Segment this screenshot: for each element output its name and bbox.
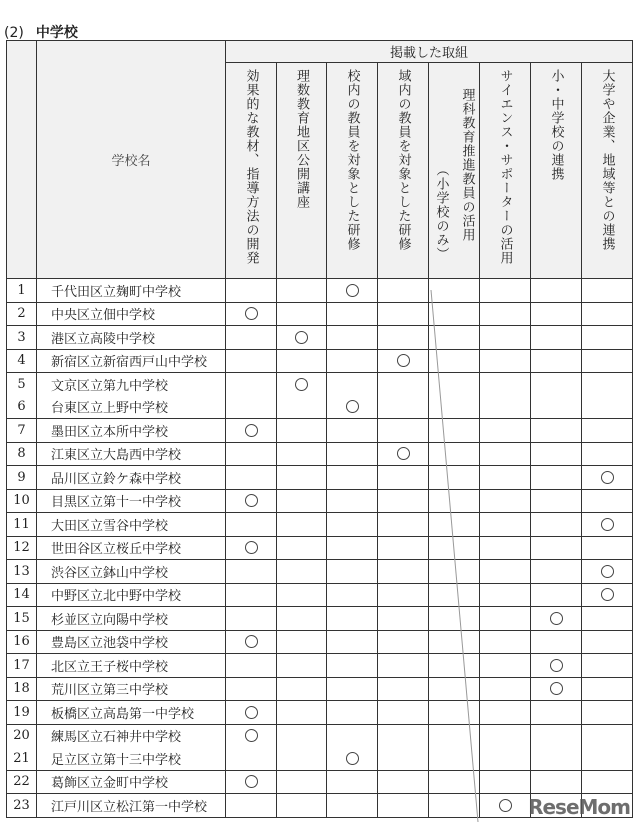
school-name: 千代田区立麹町中学校	[37, 279, 226, 303]
mark-cell	[582, 419, 633, 443]
mark-cell	[531, 373, 582, 396]
mark-cell	[582, 701, 633, 725]
mark-cell	[378, 794, 429, 818]
row-number: 14	[7, 583, 37, 607]
row-number: 22	[7, 770, 37, 794]
school-name: 港区立高陵中学校	[37, 326, 226, 350]
mark-cell	[429, 373, 480, 396]
table-row	[7, 583, 633, 607]
mark-cell	[277, 724, 327, 747]
table-row	[7, 770, 633, 794]
mark-cell	[582, 442, 633, 466]
table-row	[7, 419, 633, 443]
row-number: 1	[7, 279, 37, 303]
mark-cell	[531, 396, 582, 419]
row-number: 9	[7, 466, 37, 490]
mark-cell	[378, 466, 429, 490]
mark-cell	[429, 442, 480, 466]
mark-cell	[429, 489, 480, 513]
mark-cell	[226, 583, 277, 607]
row-number: 3	[7, 326, 37, 350]
row-number: 2	[7, 302, 37, 326]
mark-cell	[531, 302, 582, 326]
row-number: 18	[7, 677, 37, 701]
school-name: 中央区立佃中学校	[37, 302, 226, 326]
mark-cell	[582, 630, 633, 654]
mark-cell	[429, 724, 480, 747]
mark-cell	[226, 466, 277, 490]
mark-cell	[327, 583, 378, 607]
row-number: 21	[7, 747, 37, 770]
mark-cell	[327, 630, 378, 654]
mark-cell	[226, 326, 277, 350]
mark-cell	[429, 302, 480, 326]
section-number: (2)	[4, 25, 24, 41]
school-name: 練馬区立石神井中学校	[37, 724, 226, 747]
row-number: 8	[7, 442, 37, 466]
table-row	[7, 396, 633, 419]
circle-mark-icon	[245, 775, 258, 788]
mark-cell	[226, 419, 277, 443]
mark-cell	[582, 654, 633, 678]
mark-cell	[480, 536, 531, 560]
mark-cell	[531, 770, 582, 794]
row-number: 7	[7, 419, 37, 443]
mark-cell	[429, 677, 480, 701]
mark-cell	[226, 560, 277, 584]
table-row	[7, 302, 633, 326]
mark-cell	[480, 326, 531, 350]
row-number: 12	[7, 536, 37, 560]
mark-cell	[429, 419, 480, 443]
column-header-label: 小・中学校の連携	[548, 69, 564, 181]
mark-cell	[531, 466, 582, 490]
column-header-label: 域内の教員を対象とした研修	[395, 69, 411, 251]
mark-cell	[582, 677, 633, 701]
row-number: 15	[7, 607, 37, 631]
section-title	[4, 22, 78, 42]
column-header-label: 大学や企業、地域等との連携	[599, 69, 615, 251]
mark-cell	[327, 513, 378, 537]
mark-cell	[582, 747, 633, 770]
column-header-label: 校内の教員を対象とした研修	[344, 69, 360, 251]
mark-cell	[277, 373, 327, 396]
mark-cell	[277, 794, 327, 818]
mark-cell	[378, 536, 429, 560]
mark-cell	[429, 583, 480, 607]
mark-cell	[378, 747, 429, 770]
mark-cell	[378, 654, 429, 678]
resemom-watermark-logo: ReseMom	[528, 795, 630, 819]
row-number: 5	[7, 373, 37, 396]
mark-cell	[277, 677, 327, 701]
mark-cell	[226, 349, 277, 373]
mark-cell	[429, 794, 480, 818]
mark-cell	[531, 747, 582, 770]
school-name: 新宿区立新宿西戸山中学校	[37, 349, 226, 373]
column-header-7	[531, 63, 582, 279]
mark-cell	[531, 701, 582, 725]
mark-cell	[531, 630, 582, 654]
mark-cell	[226, 396, 277, 419]
mark-cell	[582, 396, 633, 419]
mark-cell	[277, 279, 327, 303]
mark-cell	[480, 677, 531, 701]
mark-cell	[378, 373, 429, 396]
mark-cell	[327, 442, 378, 466]
circle-mark-icon	[245, 541, 258, 554]
row-number: 17	[7, 654, 37, 678]
mark-cell	[378, 279, 429, 303]
row-number: 19	[7, 701, 37, 725]
table-row	[7, 560, 633, 584]
mark-cell	[582, 536, 633, 560]
mark-cell	[480, 607, 531, 631]
mark-cell	[378, 630, 429, 654]
school-name: 江東区立大島西中学校	[37, 442, 226, 466]
row-number: 23	[7, 794, 37, 818]
mark-cell	[480, 770, 531, 794]
circle-mark-icon	[245, 307, 258, 320]
mark-cell	[327, 770, 378, 794]
mark-cell	[226, 302, 277, 326]
mark-cell	[378, 607, 429, 631]
mark-cell	[429, 466, 480, 490]
mark-cell	[582, 770, 633, 794]
table-row	[7, 442, 633, 466]
mark-cell	[226, 630, 277, 654]
circle-mark-icon	[550, 682, 563, 695]
mark-cell	[480, 794, 531, 818]
mark-cell	[582, 583, 633, 607]
mark-cell	[327, 607, 378, 631]
circle-mark-icon	[550, 659, 563, 672]
circle-mark-icon	[295, 378, 308, 391]
row-number: 10	[7, 489, 37, 513]
mark-cell	[531, 583, 582, 607]
table-row	[7, 677, 633, 701]
mark-cell	[226, 747, 277, 770]
schools-table	[6, 40, 633, 818]
column-header-label: 理数教育地区公開講座	[294, 69, 309, 209]
mark-cell	[429, 279, 480, 303]
school-name: 板橋区立高島第一中学校	[37, 701, 226, 725]
mark-cell	[277, 630, 327, 654]
mark-cell	[327, 536, 378, 560]
circle-mark-icon	[601, 471, 614, 484]
mark-cell	[277, 466, 327, 490]
mark-cell	[480, 279, 531, 303]
mark-cell	[582, 349, 633, 373]
mark-cell	[277, 442, 327, 466]
table-row	[7, 724, 633, 747]
table-row	[7, 654, 633, 678]
table-row	[7, 513, 633, 537]
mark-cell	[429, 349, 480, 373]
mark-cell	[226, 607, 277, 631]
mark-cell	[531, 677, 582, 701]
mark-cell	[277, 419, 327, 443]
circle-mark-icon	[346, 752, 359, 765]
school-name: 目黒区立第十一中学校	[37, 489, 226, 513]
mark-cell	[378, 302, 429, 326]
mark-cell	[327, 302, 378, 326]
mark-cell	[480, 489, 531, 513]
mark-cell	[277, 583, 327, 607]
table-row	[7, 489, 633, 513]
mark-cell	[277, 701, 327, 725]
mark-cell	[226, 677, 277, 701]
mark-cell	[429, 536, 480, 560]
school-name: 足立区立第十三中学校	[37, 747, 226, 770]
circle-mark-icon	[245, 706, 258, 719]
mark-cell	[582, 466, 633, 490]
mark-cell	[429, 770, 480, 794]
school-name: 江戸川区立松江第一中学校	[37, 794, 226, 818]
circle-mark-icon	[346, 400, 359, 413]
row-number: 4	[7, 349, 37, 373]
circle-mark-icon	[601, 588, 614, 601]
school-name: 葛飾区立金町中学校	[37, 770, 226, 794]
mark-cell	[429, 654, 480, 678]
school-name: 豊島区立池袋中学校	[37, 630, 226, 654]
column-header-2	[277, 63, 327, 279]
circle-mark-icon	[601, 518, 614, 531]
mark-cell	[378, 770, 429, 794]
mark-cell	[480, 701, 531, 725]
circle-mark-icon	[397, 354, 410, 367]
mark-cell	[429, 701, 480, 725]
mark-cell	[480, 373, 531, 396]
mark-cell	[277, 302, 327, 326]
mark-cell	[531, 607, 582, 631]
table-row	[7, 607, 633, 631]
mark-cell	[429, 607, 480, 631]
mark-cell	[327, 326, 378, 350]
mark-cell	[327, 677, 378, 701]
mark-cell	[277, 326, 327, 350]
mark-cell	[327, 724, 378, 747]
mark-cell	[277, 536, 327, 560]
mark-cell	[582, 302, 633, 326]
row-number: 16	[7, 630, 37, 654]
circle-mark-icon	[245, 424, 258, 437]
column-header-5	[429, 63, 480, 279]
mark-cell	[226, 513, 277, 537]
mark-cell	[277, 396, 327, 419]
mark-cell	[327, 654, 378, 678]
mark-cell	[582, 724, 633, 747]
mark-cell	[429, 630, 480, 654]
circle-mark-icon	[295, 331, 308, 344]
school-name: 墨田区立本所中学校	[37, 419, 226, 443]
mark-cell	[327, 701, 378, 725]
mark-cell	[277, 489, 327, 513]
table-row	[7, 630, 633, 654]
mark-cell	[327, 349, 378, 373]
school-name: 杉並区立向陽中学校	[37, 607, 226, 631]
column-header-3	[327, 63, 378, 279]
mark-cell	[378, 583, 429, 607]
mark-cell	[277, 560, 327, 584]
mark-cell	[226, 442, 277, 466]
school-name: 中野区立北中野中学校	[37, 583, 226, 607]
mark-cell	[480, 466, 531, 490]
circle-mark-icon	[245, 635, 258, 648]
mark-cell	[531, 349, 582, 373]
table-row	[7, 326, 633, 350]
school-name: 渋谷区立鉢山中学校	[37, 560, 226, 584]
mark-cell	[582, 607, 633, 631]
column-header-label: サイエンス・サポーターの活用	[497, 69, 513, 265]
mark-cell	[480, 419, 531, 443]
circle-mark-icon	[346, 284, 359, 297]
column-header-8	[582, 63, 633, 279]
school-name: 台東区立上野中学校	[37, 396, 226, 419]
row-number: 13	[7, 560, 37, 584]
mark-cell	[226, 489, 277, 513]
mark-cell	[226, 654, 277, 678]
mark-cell	[480, 442, 531, 466]
mark-cell	[480, 349, 531, 373]
table-row	[7, 349, 633, 373]
mark-cell	[531, 513, 582, 537]
mark-cell	[480, 513, 531, 537]
mark-cell	[582, 373, 633, 396]
school-name: 大田区立雪谷中学校	[37, 513, 226, 537]
mark-cell	[378, 701, 429, 725]
mark-cell	[480, 396, 531, 419]
school-name: 世田谷区立桜丘中学校	[37, 536, 226, 560]
mark-cell	[327, 279, 378, 303]
circle-mark-icon	[397, 447, 410, 460]
mark-cell	[378, 396, 429, 419]
column-header-6	[480, 63, 531, 279]
table-row	[7, 536, 633, 560]
mark-cell	[226, 770, 277, 794]
number-header	[7, 41, 37, 279]
mark-cell	[480, 747, 531, 770]
mark-cell	[531, 489, 582, 513]
mark-cell	[226, 724, 277, 747]
mark-cell	[226, 536, 277, 560]
mark-cell	[582, 560, 633, 584]
mark-cell	[582, 279, 633, 303]
column-header-4	[378, 63, 429, 279]
mark-cell	[429, 560, 480, 584]
mark-cell	[531, 536, 582, 560]
circle-mark-icon	[601, 565, 614, 578]
table-row	[7, 701, 633, 725]
mark-cell	[531, 560, 582, 584]
mark-cell	[480, 583, 531, 607]
mark-cell	[531, 442, 582, 466]
school-name: 北区立王子桜中学校	[37, 654, 226, 678]
mark-cell	[531, 419, 582, 443]
school-name-header: 学校名	[37, 41, 226, 279]
column-header-1	[226, 63, 277, 279]
mark-cell	[480, 724, 531, 747]
mark-cell	[327, 794, 378, 818]
mark-cell	[378, 349, 429, 373]
column-header-note: （小学校のみ）	[433, 163, 449, 261]
mark-cell	[327, 466, 378, 490]
mark-cell	[327, 489, 378, 513]
mark-cell	[277, 607, 327, 631]
mark-cell	[582, 489, 633, 513]
mark-cell	[277, 770, 327, 794]
mark-cell	[378, 513, 429, 537]
mark-cell	[531, 724, 582, 747]
mark-cell	[480, 630, 531, 654]
initiatives-group-header: 掲載した取組	[226, 41, 633, 63]
table-row	[7, 373, 633, 396]
mark-cell	[327, 419, 378, 443]
mark-cell	[226, 373, 277, 396]
mark-cell	[277, 513, 327, 537]
mark-cell	[429, 396, 480, 419]
row-number: 11	[7, 513, 37, 537]
circle-mark-icon	[550, 612, 563, 625]
mark-cell	[277, 349, 327, 373]
mark-cell	[378, 442, 429, 466]
mark-cell	[327, 747, 378, 770]
school-name: 荒川区立第三中学校	[37, 677, 226, 701]
mark-cell	[226, 279, 277, 303]
mark-cell	[531, 279, 582, 303]
circle-mark-icon	[245, 494, 258, 507]
column-header-label: 理科教育推進教員の活用	[459, 88, 475, 242]
mark-cell	[378, 326, 429, 350]
mark-cell	[277, 747, 327, 770]
row-number: 6	[7, 396, 37, 419]
mark-cell	[531, 326, 582, 350]
table-row	[7, 279, 633, 303]
mark-cell	[378, 724, 429, 747]
mark-cell	[277, 654, 327, 678]
mark-cell	[531, 654, 582, 678]
mark-cell	[429, 326, 480, 350]
mark-cell	[480, 654, 531, 678]
column-header-label: 効果的な教材、指導方法の開発	[243, 69, 259, 265]
mark-cell	[378, 560, 429, 584]
mark-cell	[429, 747, 480, 770]
table-row	[7, 747, 633, 770]
mark-cell	[327, 560, 378, 584]
mark-cell	[429, 513, 480, 537]
circle-mark-icon	[245, 729, 258, 742]
school-name: 品川区立鈴ケ森中学校	[37, 466, 226, 490]
table-row	[7, 466, 633, 490]
mark-cell	[327, 373, 378, 396]
section-heading: 中学校	[35, 25, 78, 41]
school-name: 文京区立第九中学校	[37, 373, 226, 396]
mark-cell	[582, 513, 633, 537]
mark-cell	[226, 794, 277, 818]
mark-cell	[480, 302, 531, 326]
row-number: 20	[7, 724, 37, 747]
circle-mark-icon	[499, 799, 512, 812]
mark-cell	[378, 419, 429, 443]
mark-cell	[582, 326, 633, 350]
mark-cell	[378, 489, 429, 513]
mark-cell	[480, 560, 531, 584]
mark-cell	[226, 701, 277, 725]
mark-cell	[327, 396, 378, 419]
mark-cell	[378, 677, 429, 701]
